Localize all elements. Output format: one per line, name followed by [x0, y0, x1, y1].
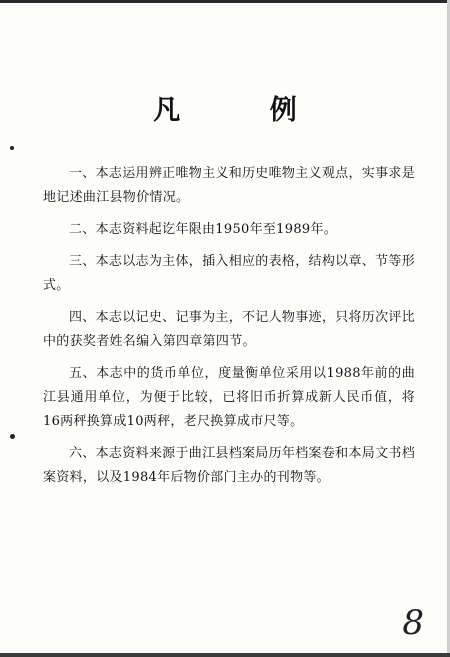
scan-edge-bottom: [0, 653, 450, 657]
paragraph-6: 六、本志资料来源于曲江县档案局历年档案卷和本局文书档案资料，以及1984年后物价部门主办的刊物等。: [43, 446, 415, 485]
paragraph-3: 三、本志以志为主体，插入相应的表格，结构以章、节等形式。: [43, 254, 415, 293]
page-title: 凡 例: [153, 95, 337, 126]
paragraph-1: 一、本志运用辨正唯物主义和历史唯物主义观点，实事求是地记述曲江县物价情况。: [43, 166, 415, 205]
scan-edge-top: [0, 0, 450, 3]
page-number: 8: [402, 603, 424, 643]
paragraph-2: 二、本志资料起讫年限由1950年至1989年。: [69, 222, 338, 237]
paragraph-4: 四、本志以记史、记事为主，不记人物事迹，只将历次评比中的获奖者姓名编入第四章第四节。: [43, 310, 415, 349]
document-body: [43, 162, 415, 498]
scan-speck: [10, 146, 14, 150]
scan-speck: [10, 434, 15, 439]
paragraph-5: 五、本志中的货币单位，度量衡单位采用以1988年前的曲江县通用单位，为便于比较，已将旧币折算成新人民币值，将16两秤换算成10两秤，老尺换算成市尺等。: [43, 366, 415, 429]
